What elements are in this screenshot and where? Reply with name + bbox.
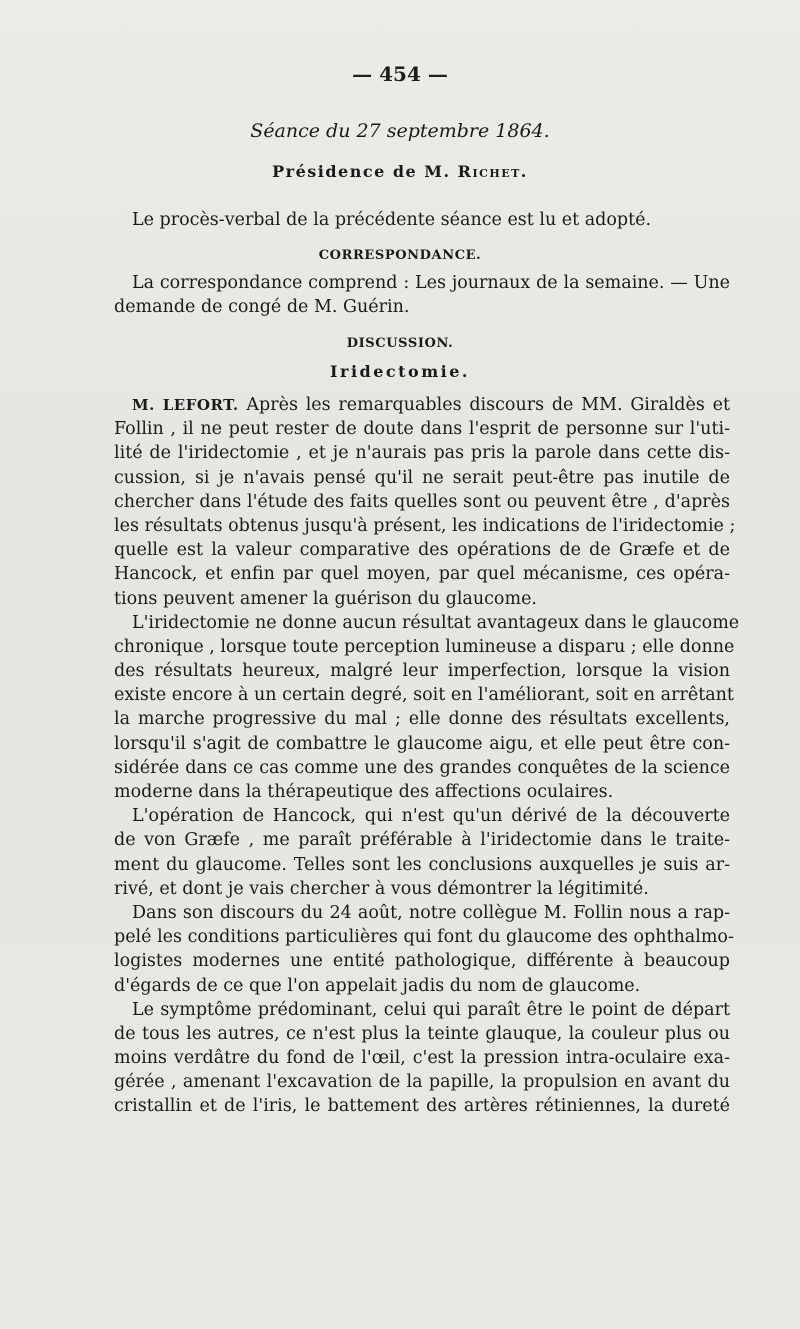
text-line: la marche progressive du mal ; elle donne des résultats excellents,: [114, 709, 730, 730]
proces-verbal-block: [114, 208, 730, 232]
discussion-heading: DISCUSSION.: [346, 336, 454, 351]
text-line: L'opération de Hancock, qui n'est qu'un dérivé de la découverte: [132, 806, 730, 827]
text-line: Dans son discours du 24 août, notre collègue M. Follin nous a rap-: [132, 902, 730, 923]
correspondance-block: [114, 271, 730, 319]
text-line: Hancock, et enfin par quel moyen, par quel mécanisme, ces opéra-: [114, 564, 730, 585]
text-line: L'iridectomie ne donne aucun résultat avantageux dans le glaucome: [132, 612, 740, 633]
text-line: ment du glaucome. Telles sont les conclusions auxquelles je suis ar-: [114, 854, 730, 875]
text-line: de tous les autres, ce n'est plus la teinte glauque, la couleur plus ou: [114, 1023, 730, 1044]
page-number: — 454 —: [352, 62, 448, 86]
text-line: rivé, et dont je vais chercher à vous démontrer la légitimité.: [114, 878, 649, 899]
text-line: La correspondance comprend : Les journaux de la semaine. — Une: [132, 273, 730, 293]
speech-opening: Après les remarquables discours de MM. Giraldès et: [246, 395, 730, 415]
text-line: gérée , amenant l'excavation de la papille, la propulsion en avant du: [114, 1072, 730, 1093]
text-line: Follin , il ne peut rester de doute dans l'esprit de personne sur l'uti-: [114, 419, 730, 440]
text-line: logistes modernes une entité pathologique, différente à beaucoup: [114, 951, 730, 972]
proces-verbal-line: Le procès-verbal de la précédente séance est lu et adopté.: [132, 210, 652, 230]
text-line: moins verdâtre du fond de l'œil, c'est la pression intra-oculaire exa-: [114, 1048, 730, 1069]
presidence-prefix: Présidence de M.: [272, 162, 451, 181]
text-line: des résultats heureux, malgré leur imperfection, lorsque la vision: [114, 661, 730, 682]
text-line: chercher dans l'étude des faits quelles sont ou peuvent être , d'après: [114, 491, 730, 512]
text-line: pelé les conditions particulières qui font du glaucome des ophthalmo-: [114, 927, 734, 948]
presidence-line: [0, 162, 800, 181]
text-line: chronique , lorsque toute perception lumineuse a disparu ; elle donne: [114, 636, 735, 657]
text-line: tions peuvent amener la guérison du glaucome.: [114, 588, 537, 609]
text-line: lité de l'iridectomie , et je n'aurais pas pris la parole dans cette dis-: [114, 443, 730, 464]
text-line: moderne dans la thérapeutique des affections oculaires.: [114, 782, 614, 802]
text-line: les résultats obtenus jusqu'à présent, les indications de l'iridectomie ;: [114, 515, 736, 536]
text-line: cussion, si je n'avais pensé qu'il ne serait peut-être pas inutile de: [114, 467, 730, 488]
speaker-name: M. LEFORT.: [132, 396, 239, 414]
text-line: [114, 393, 730, 417]
text-line: quelle est la valeur comparative des opérations de de Græfe et de: [114, 540, 730, 561]
president-name: Richet.: [457, 162, 528, 181]
text-line: existe encore à un certain degré, soit en l'améliorant, soit en arrêtant: [114, 685, 734, 706]
text-line: Le symptôme prédominant, celui qui paraît être le point de départ: [132, 999, 730, 1020]
seance-title: Séance du 27 septembre 1864.: [250, 120, 550, 142]
text-line: sidérée dans ce cas comme une des grandes conquêtes de la science: [114, 757, 730, 778]
correspondance-heading: CORRESPONDANCE.: [318, 248, 482, 263]
text-line: d'égards de ce que l'on appelait jadis du nom de glaucome.: [114, 975, 641, 996]
text-line: lorsqu'il s'agit de combattre le glaucome aigu, et elle peut être con-: [114, 733, 730, 754]
discussion-text: [114, 393, 740, 1119]
text-line: cristallin et de l'iris, le battement des artères rétiniennes, la dureté: [114, 1096, 730, 1117]
text-line: demande de congé de M. Guérin.: [114, 297, 410, 318]
text-line: de von Græfe , me paraît préférable à l'iridectomie dans le traite-: [114, 830, 730, 851]
subject-heading: Iridectomie.: [330, 362, 470, 381]
